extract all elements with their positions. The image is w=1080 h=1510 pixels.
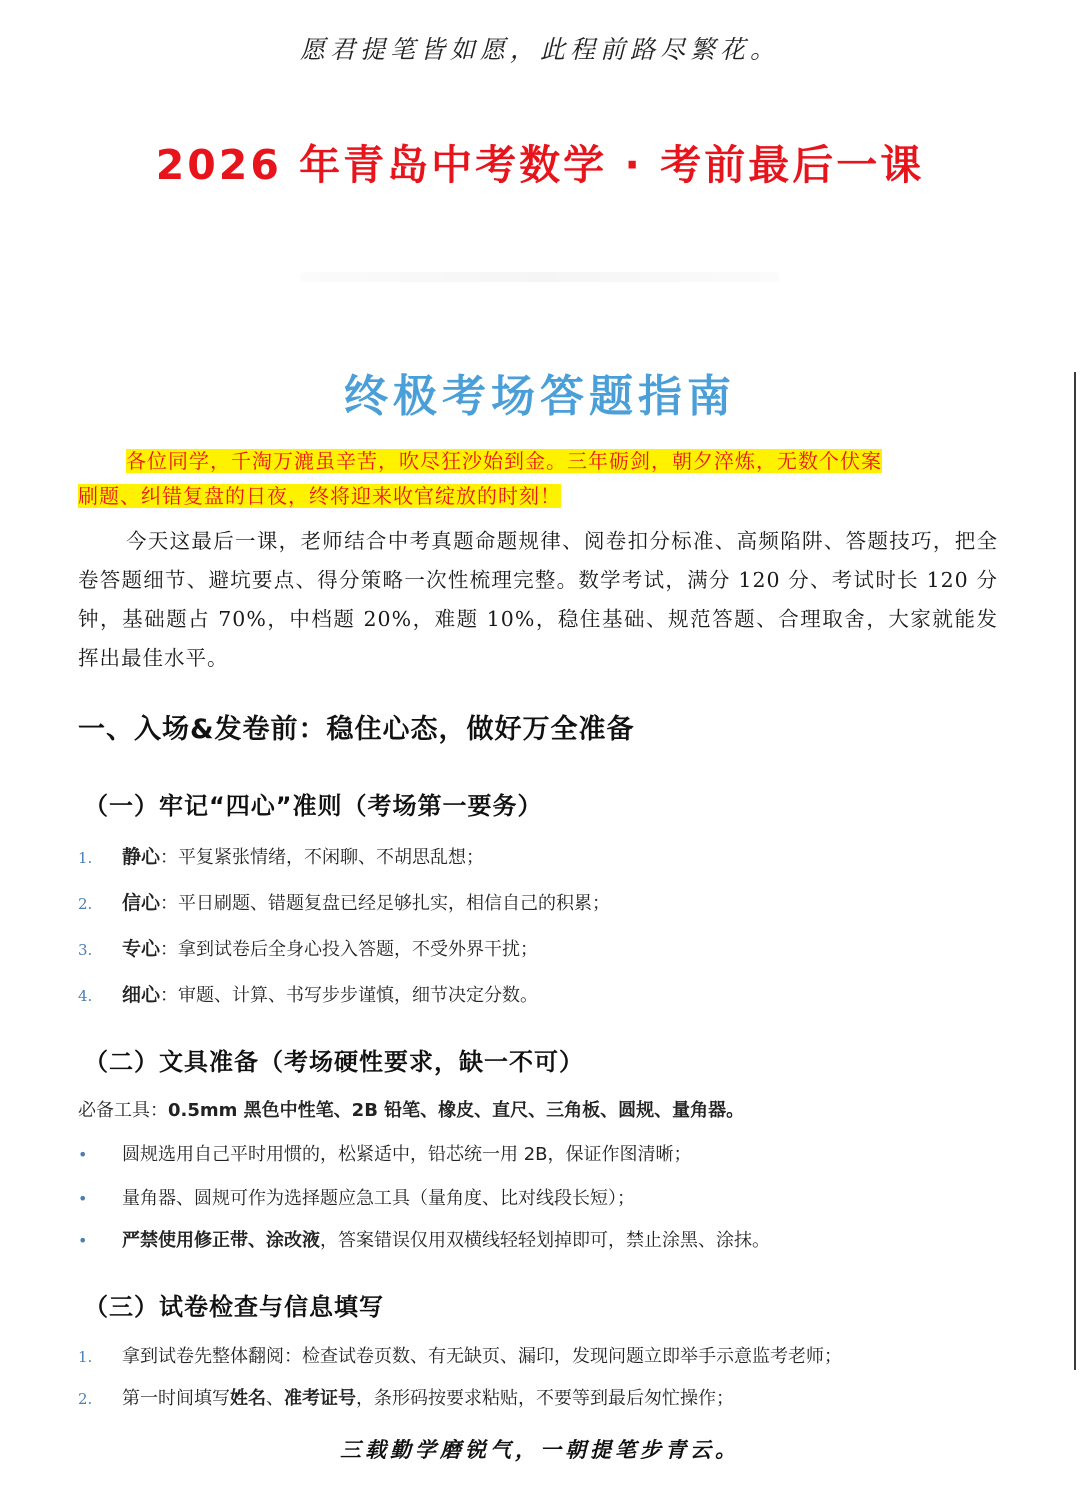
- top-motto: 愿君提笔皆如愿，此程前路尽繁花。: [299, 35, 780, 64]
- list-item: [78, 888, 998, 915]
- list-text: ：审题、计算、书写步步谨慎，细节决定分数。: [160, 985, 539, 1006]
- right-border-line: [1074, 372, 1076, 1370]
- bullet-bold: 严禁使用修正带、涂改液: [122, 1230, 320, 1251]
- list-item: [78, 842, 998, 869]
- bullet-dot-icon: •: [78, 1145, 88, 1164]
- list-number: 1.: [78, 1348, 93, 1366]
- bullet-text: ，答案错误仅用双横线轻轻划掉即可，禁止涂黑、涂抹。: [320, 1230, 770, 1251]
- tools-value: 0.5mm 黑色中性笔、2B 铅笔、橡皮、直尺、三角板、圆规、量角器。: [168, 1100, 745, 1121]
- subsection-3-heading: （三）试卷检查与信息填写: [84, 1293, 384, 1321]
- tools-line: [78, 1096, 744, 1122]
- list-item: [78, 980, 998, 1007]
- bullet-dot-icon: •: [78, 1189, 88, 1208]
- intro-paragraph: 今天这最后一课，老师结合中考真题命题规律、阅卷扣分标准、高频陷阱、答题技巧，把全卷答题细节、避坑要点、得分策略一次性梳理完整。数学考试，满分 120 分、考试时长 120 分钟，基础题占 70%，中档题 20%，难题 10%，稳住基础、规范答题、合理取舍，大家就能发挥出最佳水平。: [78, 529, 998, 670]
- list-term: 信心: [122, 892, 161, 914]
- list-item: [78, 1384, 998, 1410]
- list-number: 1.: [78, 849, 93, 867]
- bullet-item: [78, 1226, 998, 1252]
- main-title: 2026 年青岛中考数学 · 考前最后一课: [155, 141, 925, 189]
- list-term: 专心: [122, 938, 161, 960]
- highlight-paragraph: [78, 444, 998, 514]
- list-text: 拿到试卷先整体翻阅：检查试卷页数、有无缺页、漏印，发现问题立即举手示意监考老师；: [122, 1346, 842, 1367]
- list-text-post: ，条形码按要求粘贴，不要等到最后匆忙操作；: [356, 1388, 734, 1409]
- list-bold-id: 准考证号: [284, 1388, 356, 1409]
- list-number: 2.: [78, 1390, 93, 1408]
- list-text-mid: 、: [266, 1388, 284, 1409]
- highlight-line-1: 各位同学，千淘万漉虽辛苦，吹尽狂沙始到金。三年砺剑，朝夕淬炼，无数个伏案: [126, 449, 882, 473]
- faint-divider: [300, 272, 780, 282]
- list-number: 4.: [78, 987, 93, 1005]
- list-number: 3.: [78, 941, 93, 959]
- list-text: ：拿到试卷后全身心投入答题，不受外界干扰；: [160, 939, 539, 960]
- list-text-pre: 第一时间填写: [122, 1388, 230, 1409]
- bullet-text: 圆规选用自己平时用惯的，松紧适中，铅芯统一用 2B，保证作图清晰；: [122, 1144, 692, 1165]
- list-item: [78, 934, 998, 961]
- list-term: 细心: [122, 984, 161, 1006]
- tools-label: 必备工具：: [78, 1100, 168, 1121]
- bullet-item: [78, 1184, 998, 1210]
- section-1-heading: 一、入场&发卷前：稳住心态，做好万全准备: [78, 714, 635, 745]
- list-text: ：平复紧张情绪，不闲聊、不胡思乱想；: [160, 847, 485, 868]
- list-text: ：平日刷题、错题复盘已经足够扎实，相信自己的积累；: [160, 893, 611, 914]
- highlight-line-2: 刷题、纠错复盘的日夜，终将迎来收官绽放的时刻！: [78, 484, 561, 508]
- bottom-motto: 三载勤学磨锐气，一朝提笔步青云。: [340, 1437, 740, 1462]
- bullet-text: 量角器、圆规可作为选择题应急工具（量角度、比对线段长短）；: [122, 1188, 635, 1209]
- subsection-2-heading: （二）文具准备（考场硬性要求，缺一不可）: [84, 1048, 584, 1076]
- subsection-1-heading: （一）牢记“四心”准则（考场第一要务）: [84, 792, 543, 820]
- guide-title: 终极考场答题指南: [344, 371, 736, 422]
- list-item: [78, 1342, 998, 1368]
- bullet-item: [78, 1140, 998, 1166]
- bullet-dot-icon: •: [78, 1231, 88, 1250]
- list-term: 静心: [122, 846, 161, 868]
- list-bold-name: 姓名: [230, 1388, 266, 1409]
- list-number: 2.: [78, 895, 93, 913]
